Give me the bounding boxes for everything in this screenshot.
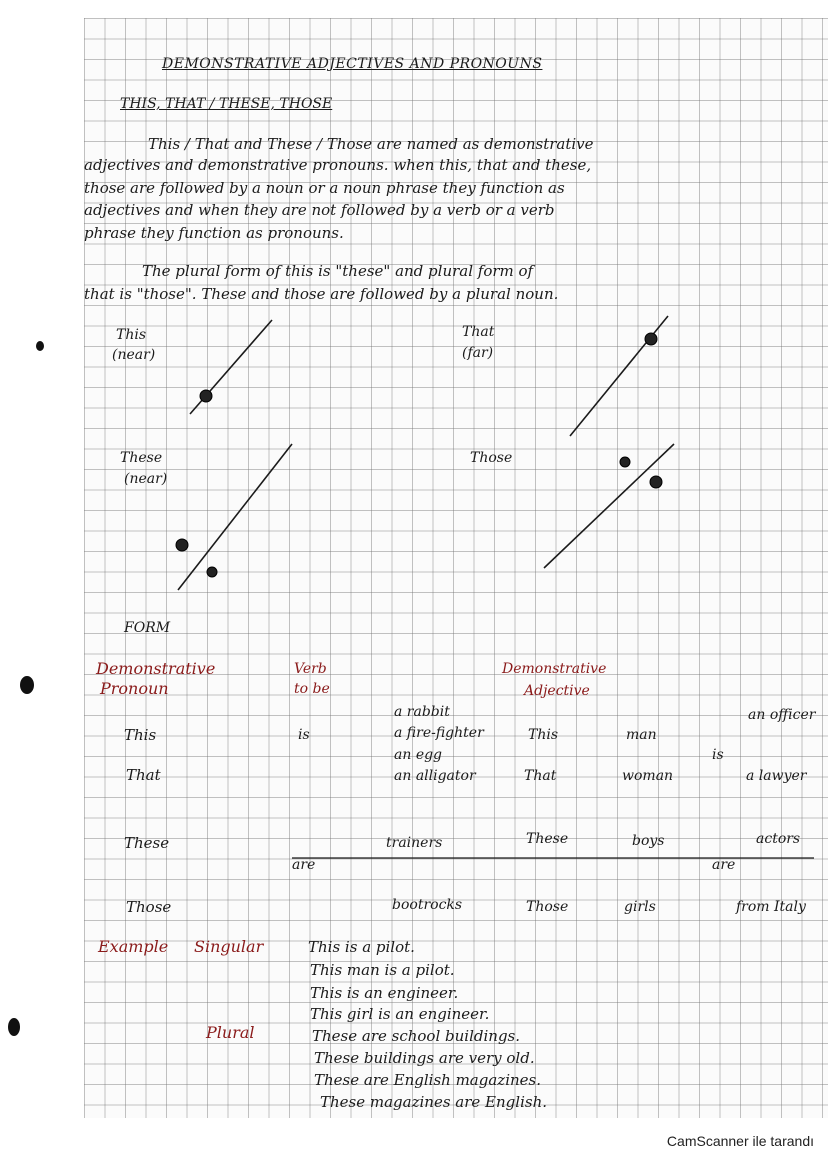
row-rabbit: a rabbit	[394, 704, 450, 720]
row-woman: woman	[622, 768, 674, 784]
intro-line-3: those are followed by a noun or a noun phrase they function as	[84, 179, 565, 197]
scanner-watermark: CamScanner ile tarandı	[666, 1133, 814, 1149]
row-that: That	[126, 766, 161, 784]
row-this: This	[124, 726, 157, 744]
diagram-this-label: This	[116, 327, 147, 343]
example-label: Example	[98, 937, 169, 956]
intro-line-1: This / That and These / Those are named as demonstrative	[148, 135, 594, 153]
row-italy: from Italy	[736, 899, 806, 915]
row-trainers: trainers	[386, 835, 443, 851]
row-girls: girls	[624, 899, 656, 915]
row-actors: actors	[756, 831, 801, 847]
row-firefighter: a fire-fighter	[394, 725, 484, 741]
diagram-that-label: That	[462, 324, 495, 340]
plural-example-2: These buildings are very old.	[314, 1049, 535, 1067]
diagram-those-label: Those	[470, 450, 513, 466]
diagram-that-dot	[645, 333, 657, 345]
diagram-this-sub: (near)	[112, 347, 156, 363]
singular-label: Singular	[194, 937, 264, 956]
row-alligator: an alligator	[394, 768, 476, 784]
diagram-these-line	[178, 444, 292, 590]
plural-note-line-2: that is "those". These and those are followed by a plural noun.	[84, 285, 559, 303]
col-adj-header-1: Demonstrative	[502, 661, 607, 677]
row-lawyer: a lawyer	[746, 768, 807, 784]
diagram-that-sub: (far)	[462, 345, 494, 361]
diagram-these-sub: (near)	[124, 471, 168, 487]
plural-example-3: These are English magazines.	[314, 1071, 541, 1089]
row-adj-these: These	[526, 831, 569, 847]
row-are: are	[292, 857, 316, 873]
row-egg: an egg	[394, 747, 443, 763]
intro-line-5: phrase they function as pronouns.	[84, 224, 344, 242]
col-pronoun-header-1: Demonstrative	[96, 659, 216, 678]
col-verb-header-2: to be	[294, 681, 330, 697]
col-adj-header-2: Adjective	[524, 683, 590, 699]
col-verb-header-1: Verb	[294, 661, 327, 677]
row-is: is	[298, 727, 310, 743]
plural-label: Plural	[206, 1023, 255, 1042]
intro-line-2: adjectives and demonstrative pronouns. when this, that and these,	[84, 156, 592, 174]
diagram-those-line	[544, 444, 674, 568]
diagram-those-dot-2	[650, 476, 662, 488]
diagram-this-dot	[200, 390, 212, 402]
diagram-these-dot-1	[176, 539, 188, 551]
row-are-2: are	[712, 857, 736, 873]
plural-example-4: These magazines are English.	[320, 1093, 547, 1111]
singular-example-4: This girl is an engineer.	[310, 1005, 490, 1023]
page-subtitle: THIS, THAT / THESE, THOSE	[120, 96, 333, 112]
form-heading: FORM	[124, 620, 171, 636]
plural-note-line-1: The plural form of this is "these" and plural form of	[142, 262, 534, 280]
row-bootrocks: bootrocks	[392, 897, 463, 913]
diagram-these-label: These	[120, 450, 163, 466]
row-is-2: is	[712, 747, 724, 763]
plural-example-1: These are school buildings.	[312, 1027, 521, 1045]
row-those: Those	[126, 898, 172, 916]
row-officer: an officer	[748, 707, 816, 723]
col-pronoun-header-2: Pronoun	[100, 679, 169, 698]
diagram-these-dot-2	[207, 567, 217, 577]
page-title: DEMONSTRATIVE ADJECTIVES AND PRONOUNS	[162, 56, 543, 72]
row-boys: boys	[632, 833, 665, 849]
singular-example-1: This is a pilot.	[308, 938, 415, 956]
row-man: man	[626, 727, 657, 743]
row-adj-those: Those	[526, 899, 569, 915]
singular-example-3: This is an engineer.	[310, 984, 459, 1002]
row-these: These	[124, 834, 170, 852]
row-adj-this: This	[528, 727, 559, 743]
intro-line-4: adjectives and when they are not followed by a verb or a verb	[84, 201, 555, 219]
row-adj-that: That	[524, 768, 557, 784]
diagram-those-dot-1	[620, 457, 630, 467]
singular-example-2: This man is a pilot.	[310, 961, 455, 979]
